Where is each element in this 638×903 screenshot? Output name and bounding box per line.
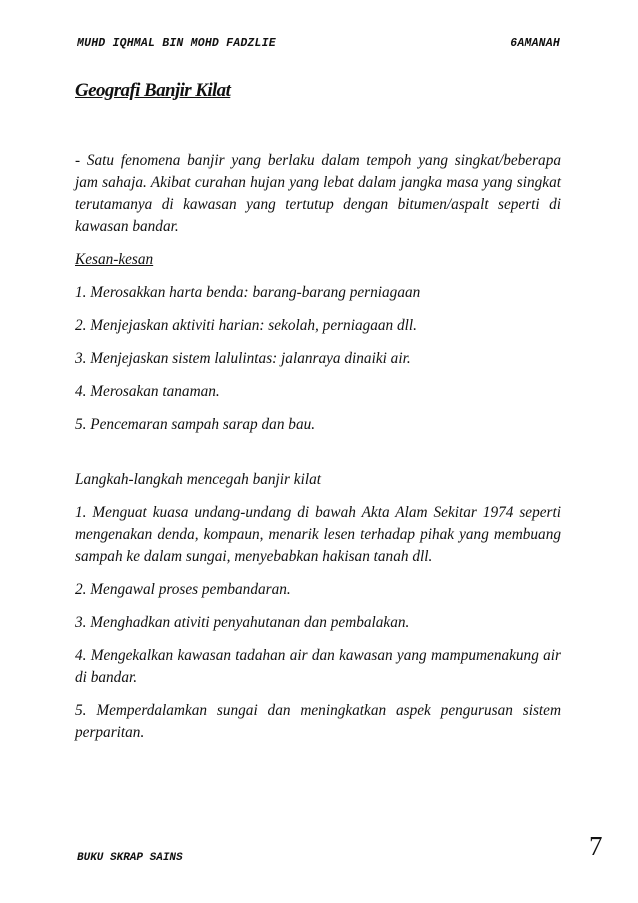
effects-item: 3. Menjejaskan sistem lalulintas: jalanraya dinaiki air. xyxy=(75,350,411,367)
header-class: 6AMANAH xyxy=(510,37,560,50)
header-student-name: MUHD IQHMAL BIN MOHD FADZLIE xyxy=(77,37,276,50)
page-number: 7 xyxy=(589,831,603,861)
prevention-heading: Langkah-langkah mencegah banjir kilat xyxy=(75,471,321,488)
footer-label: BUKU SKRAP SAINS xyxy=(77,852,183,864)
intro-paragraph: - Satu fenomena banjir yang berlaku dalam tempoh yang singkat/beberapa jam sahaja. Akibat curahan hujan yang lebat dalam jangka masa yang singkat terutamanya di kawasan yang tertutup dengan bitumen/aspalt seperti di kawasan bandar. xyxy=(75,152,561,235)
effects-item: 5. Pencemaran sampah sarap dan bau. xyxy=(75,416,316,433)
prevention-item: 2. Mengawal proses pembandaran. xyxy=(75,581,291,598)
document-body xyxy=(75,150,561,755)
prevention-item: 4. Mengekalkan kawasan tadahan air dan kawasan yang mampumenakung air di bandar. xyxy=(75,647,561,686)
effects-heading: Kesan-kesan xyxy=(75,251,154,268)
prevention-item: 1. Menguat kuasa undang-undang di bawah Akta Alam Sekitar 1974 seperti mengenakan denda, kompaun, menarik lesen terhadap pihak yang membuang sampah ke dalam sungai, menyebabkan hakisan tanah dll. xyxy=(75,504,561,565)
prevention-item: 3. Menghadkan ativiti penyahutanan dan pembalakan. xyxy=(75,614,410,631)
effects-item: 1. Merosakkan harta benda: barang-barang perniagaan xyxy=(75,284,421,301)
page-title: Geografi Banjir Kilat xyxy=(75,80,231,101)
effects-item: 2. Menjejaskan aktiviti harian: sekolah, perniagaan dll. xyxy=(75,317,417,334)
prevention-item: 5. Memperdalamkan sungai dan meningkatkan aspek pengurusan sistem perparitan. xyxy=(75,702,561,741)
effects-item: 4. Merosakan tanaman. xyxy=(75,383,220,400)
